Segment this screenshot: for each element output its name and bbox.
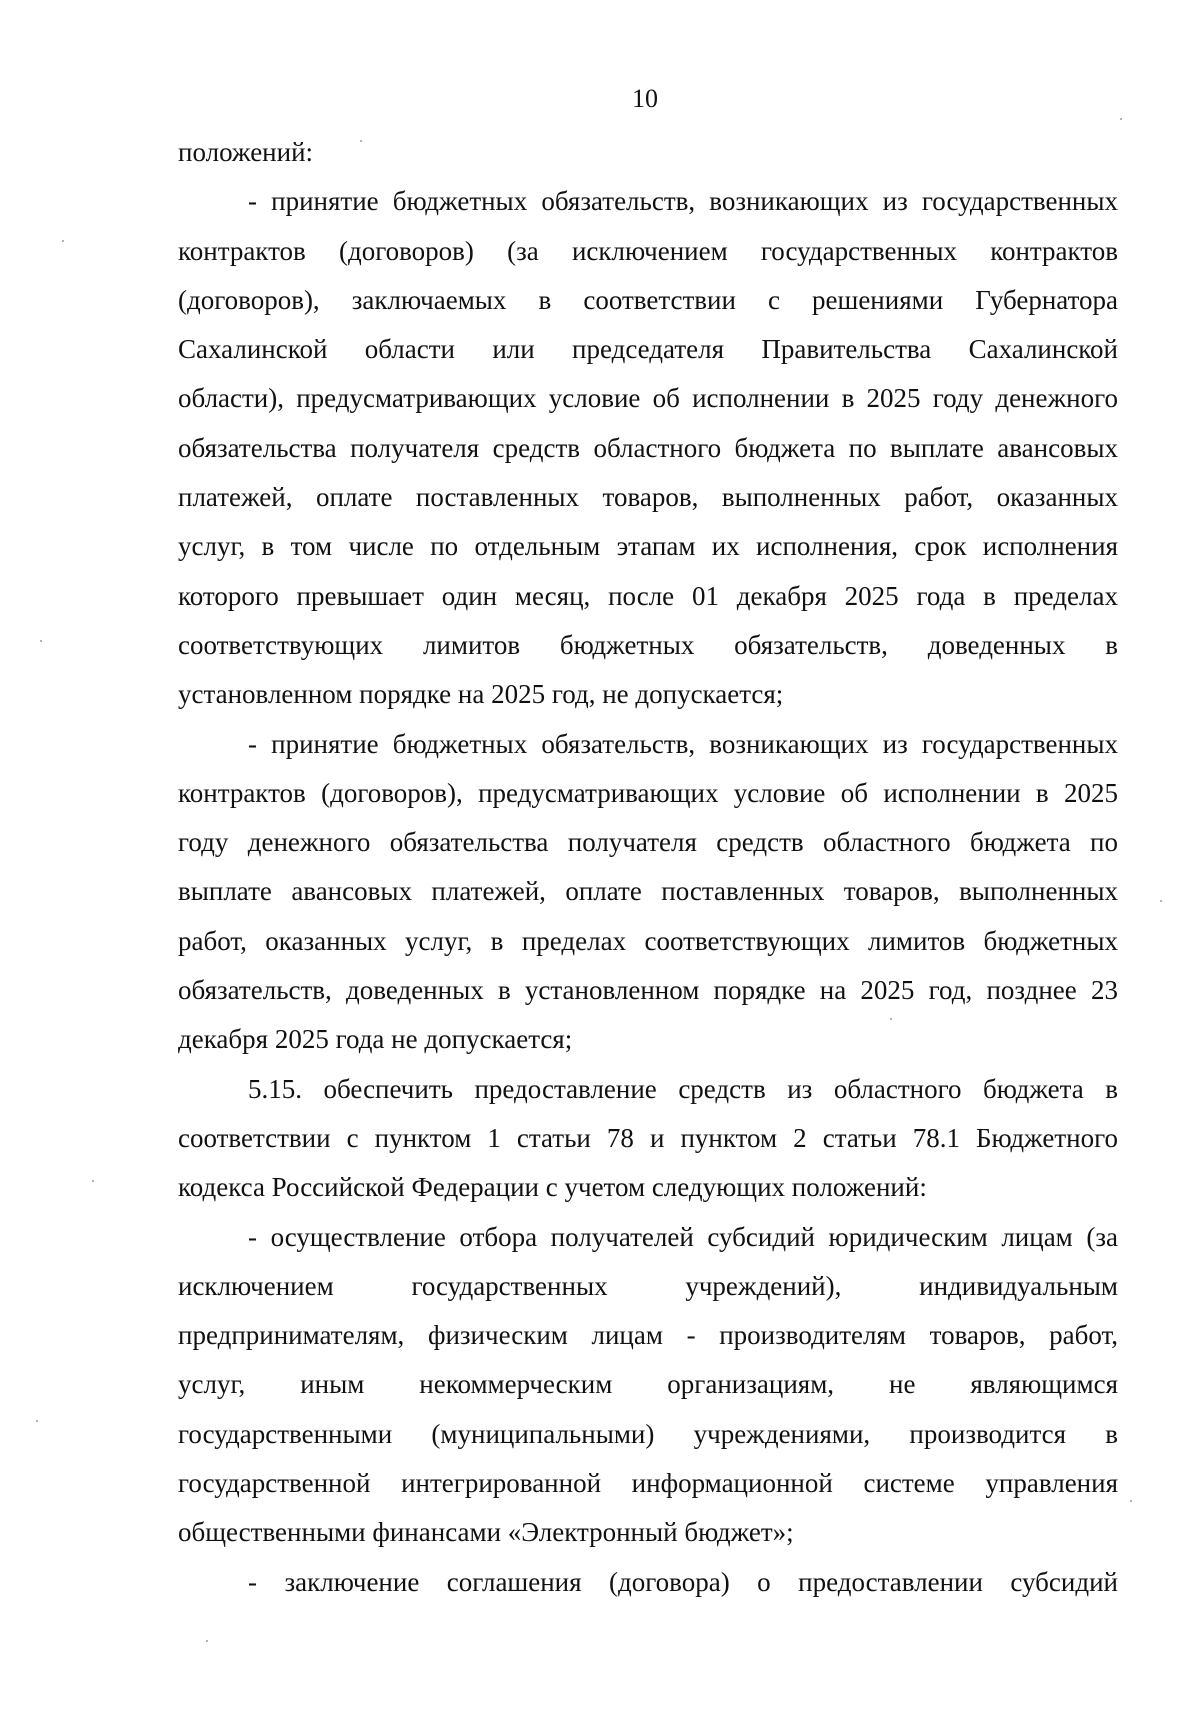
text-line: обязательства получателя средств областного бюджета по выплате авансовых <box>178 432 1118 463</box>
text-line: - осуществление отбора получателей субсидий юридическим лицам (за <box>248 1221 1118 1252</box>
text-line: исключением государственных учреждений), индивидуальным <box>178 1270 1118 1301</box>
text-line: 5.15. обеспечить предоставление средств из областного бюджета в <box>248 1073 1118 1104</box>
text-line: - принятие бюджетных обязательств, возникающих из государственных <box>248 728 1118 759</box>
text-line: области), предусматривающих условие об исполнении в 2025 году денежного <box>178 383 1118 414</box>
scan-speck <box>40 640 42 642</box>
text-line: платежей, оплате поставленных товаров, выполненных работ, оказанных <box>178 482 1118 513</box>
text-line: кодекса Российской Федерации с учетом следующих положений: <box>178 1172 927 1203</box>
scan-speck <box>360 140 362 142</box>
text-line: которого превышает один месяц, после 01 декабря 2025 года в пределах <box>178 580 1118 611</box>
text-line: государственными (муниципальными) учреждениями, производится в <box>178 1418 1118 1449</box>
scan-speck <box>1130 1500 1132 1502</box>
scan-speck <box>1120 118 1122 120</box>
scan-speck <box>1160 900 1162 902</box>
scan-speck <box>206 1640 208 1642</box>
text-line: (договоров), заключаемых в соответствии с решениями Губернатора <box>178 284 1118 315</box>
scan-speck <box>92 1180 94 1182</box>
text-line: государственной интегрированной информационной системе управления <box>178 1468 1118 1499</box>
text-line: положений: <box>178 137 314 167</box>
text-line: Сахалинской области или председателя Правительства Сахалинской <box>178 334 1118 365</box>
text-line: предпринимателям, физическим лицам - производителям товаров, работ, <box>178 1320 1118 1351</box>
text-line: работ, оказанных услуг, в пределах соответствующих лимитов бюджетных <box>178 925 1118 956</box>
document-body <box>178 128 1118 1607</box>
text-line: услуг, иным некоммерческим организациям, не являющимся <box>178 1369 1118 1400</box>
text-line: - заключение соглашения (договора) о предоставлении субсидий <box>248 1566 1118 1597</box>
text-line: обязательств, доведенных в установленном порядке на 2025 год, позднее 23 <box>178 975 1118 1006</box>
scan-speck <box>36 1420 38 1422</box>
text-line: контрактов (договоров), предусматривающих условие об исполнении в 2025 <box>178 777 1118 808</box>
text-line: услуг, в том числе по отдельным этапам их исполнения, срок исполнения <box>178 531 1118 562</box>
text-line: выплате авансовых платежей, оплате поставленных товаров, выполненных <box>178 876 1118 907</box>
text-line: соответствующих лимитов бюджетных обязательств, доведенных в <box>178 629 1118 660</box>
text-line: контрактов (договоров) (за исключением государственных контрактов <box>178 235 1118 266</box>
scan-speck <box>62 240 64 242</box>
text-line: соответствии с пунктом 1 статьи 78 и пунктом 2 статьи 78.1 Бюджетного <box>178 1122 1118 1153</box>
text-line: году денежного обязательства получателя средств областного бюджета по <box>178 827 1118 858</box>
text-line: общественными финансами «Электронный бюджет»; <box>178 1517 794 1548</box>
text-line: - принятие бюджетных обязательств, возникающих из государственных <box>248 186 1118 217</box>
scan-speck <box>890 1018 892 1020</box>
text-line: установленном порядке на 2025 год, не допускается; <box>178 679 784 710</box>
page-number: 10 <box>632 84 658 113</box>
text-line: декабря 2025 года не допускается; <box>178 1024 573 1055</box>
